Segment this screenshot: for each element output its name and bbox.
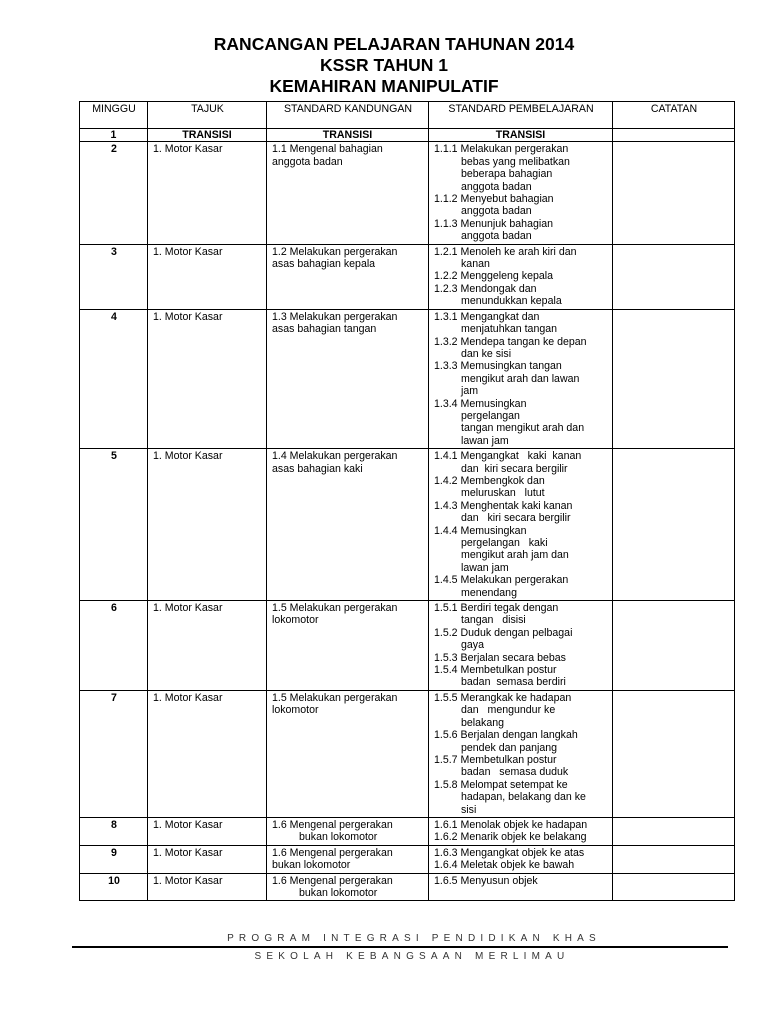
week-number: 8 (80, 817, 148, 845)
learning-standard-text: hadapan, belakang dan ke (461, 791, 586, 804)
learning-standard-item (434, 729, 608, 754)
learning-standard-item (434, 664, 608, 689)
table-row (80, 244, 735, 309)
learning-standard-item (434, 283, 608, 308)
learning-standard-item (434, 602, 608, 627)
table-row (80, 309, 735, 448)
learning-standard-text: Menyebut bahagian (460, 193, 554, 206)
learning-standard-cell (429, 142, 613, 244)
topic-cell: 1. Motor Kasar (148, 309, 267, 448)
learning-standard-code: 1.5.2 (434, 626, 458, 639)
topic-cell: 1. Motor Kasar (148, 845, 267, 873)
notes-cell (613, 142, 735, 244)
learning-standard-item (434, 246, 608, 271)
learning-standard-text: Menoleh ke arah kiri dan (460, 245, 577, 258)
learning-standard-item (434, 692, 608, 729)
learning-standard-item (434, 450, 608, 475)
learning-standard-item (434, 831, 608, 843)
learning-standard-text: pendek dan panjang (461, 741, 558, 754)
learning-standard-text: mengikut arah jam dan (461, 549, 569, 562)
content-standard-line: anggota badan (272, 155, 343, 168)
week-number: 6 (80, 601, 148, 691)
footer-program: PROGRAM INTEGRASI PENDIDIKAN KHAS (227, 933, 601, 944)
learning-standard-text: meluruskan lutut (461, 487, 545, 500)
learning-standard-text: Mendepa tangan ke depan (460, 335, 587, 348)
learning-standard-text: badan semasa berdiri (461, 676, 566, 689)
learning-standard-item (434, 270, 608, 282)
learning-standard-item (434, 574, 608, 599)
topic-cell: 1. Motor Kasar (148, 601, 267, 691)
learning-standard-code: 1.3.4 (434, 397, 458, 410)
learning-standard-code: 1.3.2 (434, 335, 458, 348)
learning-standard-code: 1.4.2 (434, 474, 458, 487)
learning-standard-item (434, 193, 608, 218)
learning-standard-text: kanan (461, 258, 490, 271)
header-tajuk: TAJUK (148, 102, 267, 129)
learning-standard-text: Mendongak dan (460, 282, 537, 295)
learning-standard-code: 1.3.1 (434, 310, 458, 323)
transition-sk: TRANSISI (267, 129, 429, 142)
learning-standard-text: Berdiri tegak dengan (460, 602, 559, 615)
content-standard-cell (267, 845, 429, 873)
learning-standard-code: 1.2.3 (434, 282, 458, 295)
learning-standard-text: lawan jam (461, 561, 509, 574)
transition-sp: TRANSISI (429, 129, 613, 142)
learning-standard-text: Duduk dengan pelbagai (460, 626, 573, 639)
topic-cell: 1. Motor Kasar (148, 449, 267, 601)
content-standard-line: 1.1 Mengenal bahagian (272, 143, 383, 156)
content-standard-cell (267, 690, 429, 817)
learning-standard-text: Mengangkat dan (460, 310, 540, 323)
learning-standard-cell (429, 845, 613, 873)
learning-standard-text: Berjalan dengan langkah (460, 729, 578, 742)
content-standard-cell (267, 244, 429, 309)
footer-school: SEKOLAH KEBANGSAAN MERLIMAU (254, 951, 570, 962)
document-title-block (0, 34, 768, 97)
learning-standard-code: 1.6.1 (434, 818, 458, 831)
table-row (80, 601, 735, 691)
content-standard-line: 1.2 Melakukan pergerakan (272, 245, 398, 258)
content-standard-cell (267, 142, 429, 244)
learning-standard-code: 1.5.8 (434, 778, 458, 791)
topic-cell: 1. Motor Kasar (148, 817, 267, 845)
learning-standard-code: 1.3.3 (434, 360, 458, 373)
header-catatan: CATATAN (613, 102, 735, 129)
learning-standard-code: 1.1.1 (434, 143, 458, 156)
learning-standard-code: 1.6.4 (434, 859, 458, 872)
learning-standard-text: Merangkak ke hadapan (460, 691, 572, 704)
learning-standard-text: pergelangan (461, 409, 520, 422)
notes-cell (613, 817, 735, 845)
week-number: 9 (80, 845, 148, 873)
content-standard-line: 1.4 Melakukan pergerakan (272, 450, 398, 463)
learning-standard-code: 1.1.2 (434, 193, 458, 206)
learning-standard-item (434, 336, 608, 361)
content-standard-cell (267, 873, 429, 901)
learning-standard-text: Membetulkan postur (460, 753, 557, 766)
content-standard-line: 1.3 Melakukan pergerakan (272, 310, 398, 323)
content-standard-cell (267, 601, 429, 691)
learning-standard-text: Menghentak kaki kanan (460, 499, 573, 512)
document-subject: KEMAHIRAN MANIPULATIF (269, 76, 499, 96)
table-header-row (80, 102, 735, 129)
header-standard-kandungan: STANDARD KANDUNGAN (267, 102, 429, 129)
learning-standard-text: belakang (461, 716, 505, 729)
notes-cell (613, 690, 735, 817)
learning-standard-code: 1.5.7 (434, 753, 458, 766)
learning-standard-item (434, 525, 608, 575)
learning-standard-cell (429, 873, 613, 901)
learning-standard-text: Melompat setempat ke (460, 778, 568, 791)
content-standard-cell (267, 449, 429, 601)
content-standard-line: 1.6 Mengenal pergerakan (272, 818, 393, 831)
content-standard-line: bukan lokomotor (299, 831, 378, 844)
learning-standard-text: Berjalan secara bebas (460, 651, 566, 664)
learning-standard-text: Menggeleng kepala (460, 270, 553, 283)
header-minggu: MINGGU (80, 102, 148, 129)
topic-cell: 1. Motor Kasar (148, 142, 267, 244)
learning-standard-text: bebas yang melibatkan (461, 155, 570, 168)
notes-cell (613, 244, 735, 309)
learning-standard-item (434, 398, 608, 448)
learning-standard-text: dan ke sisi (461, 347, 512, 360)
learning-standard-text: Meletak objek ke bawah (460, 859, 575, 872)
header-standard-pembelajaran: STANDARD PEMBELAJARAN (429, 102, 613, 129)
learning-standard-code: 1.5.1 (434, 602, 458, 615)
learning-standard-code: 1.2.1 (434, 245, 458, 258)
learning-standard-text: dan mengundur ke (461, 704, 556, 717)
topic-cell: 1. Motor Kasar (148, 873, 267, 901)
table-row (80, 873, 735, 901)
week-number: 2 (80, 142, 148, 244)
learning-standard-text: dan kiri secara bergilir (461, 462, 568, 475)
transition-tajuk: TRANSISI (148, 129, 267, 142)
notes-cell (613, 601, 735, 691)
learning-standard-cell (429, 449, 613, 601)
learning-standard-cell (429, 817, 613, 845)
week-number: 10 (80, 873, 148, 901)
learning-standard-code: 1.5.3 (434, 651, 458, 664)
week-number: 5 (80, 449, 148, 601)
learning-standard-text: Menarik objek ke belakang (460, 831, 587, 844)
learning-standard-code: 1.4.1 (434, 450, 458, 463)
learning-standard-text: gaya (461, 639, 484, 652)
transition-catatan (613, 129, 735, 142)
learning-standard-item (434, 475, 608, 500)
learning-standard-text: menjatuhkan tangan (461, 323, 558, 336)
learning-standard-text: menundukkan kepala (461, 295, 562, 308)
learning-standard-text: Memusingkan (460, 397, 527, 410)
learning-standard-item (434, 500, 608, 525)
learning-standard-code: 1.5.4 (434, 664, 458, 677)
table-row (80, 449, 735, 601)
learning-standard-code: 1.4.5 (434, 574, 458, 587)
learning-standard-code: 1.6.3 (434, 846, 458, 859)
week-number: 3 (80, 244, 148, 309)
learning-standard-text: Memusingkan tangan (460, 360, 562, 373)
learning-standard-item (434, 360, 608, 397)
topic-cell: 1. Motor Kasar (148, 244, 267, 309)
content-standard-line: lokomotor (272, 704, 319, 717)
learning-standard-item (434, 311, 608, 336)
table-row (80, 690, 735, 817)
content-standard-line: asas bahagian kepala (272, 258, 376, 271)
table-row (80, 845, 735, 873)
notes-cell (613, 449, 735, 601)
learning-standard-code: 1.6.5 (434, 874, 458, 887)
learning-standard-cell (429, 244, 613, 309)
learning-standard-text: Melakukan pergerakan (460, 143, 569, 156)
learning-standard-text: sisi (461, 803, 477, 816)
document-subtitle: KSSR TAHUN 1 (319, 55, 449, 75)
learning-standard-text: beberapa bahagian (461, 168, 553, 181)
transition-minggu: 1 (80, 129, 148, 142)
learning-standard-text: Mengangkat objek ke atas (460, 846, 585, 859)
content-standard-line: asas bahagian tangan (272, 323, 377, 336)
learning-standard-code: 1.5.5 (434, 691, 458, 704)
learning-standard-item (434, 875, 608, 887)
learning-standard-text: Mengangkat kaki kanan (460, 450, 582, 463)
content-standard-line: 1.5 Melakukan pergerakan (272, 691, 398, 704)
content-standard-cell (267, 817, 429, 845)
content-standard-line: bukan lokomotor (272, 859, 351, 872)
learning-standard-text: Membengkok dan (460, 474, 545, 487)
learning-standard-item (434, 143, 608, 193)
learning-standard-item (434, 859, 608, 871)
learning-standard-code: 1.1.3 (434, 217, 458, 230)
learning-standard-text: Menolak objek ke hadapan (460, 818, 588, 831)
learning-standard-cell (429, 601, 613, 691)
learning-standard-item (434, 627, 608, 652)
learning-standard-cell (429, 309, 613, 448)
learning-standard-text: anggota badan (461, 180, 532, 193)
content-standard-line: asas bahagian kaki (272, 462, 363, 475)
content-standard-cell (267, 309, 429, 448)
learning-standard-text: jam (461, 385, 479, 398)
learning-standard-code: 1.2.2 (434, 270, 458, 283)
content-standard-line: bukan lokomotor (299, 886, 378, 899)
learning-standard-code: 1.4.3 (434, 499, 458, 512)
topic-cell: 1. Motor Kasar (148, 690, 267, 817)
lesson-plan-table (79, 101, 735, 901)
learning-standard-text: anggota badan (461, 205, 532, 218)
notes-cell (613, 845, 735, 873)
content-standard-line: 1.5 Melakukan pergerakan (272, 602, 398, 615)
learning-standard-text: tangan mengikut arah dan (461, 422, 585, 435)
learning-standard-text: lawan jam (461, 434, 509, 447)
learning-standard-text: mengikut arah dan lawan (461, 372, 580, 385)
learning-standard-item (434, 754, 608, 779)
learning-standard-item (434, 819, 608, 831)
learning-standard-item (434, 847, 608, 859)
notes-cell (613, 873, 735, 901)
learning-standard-text: dan kiri secara bergilir (461, 512, 571, 525)
learning-standard-code: 1.6.2 (434, 831, 458, 844)
learning-standard-item (434, 779, 608, 816)
content-standard-line: 1.6 Mengenal pergerakan (272, 846, 393, 859)
learning-standard-text: tangan disisi (461, 614, 526, 627)
footer-divider (72, 946, 728, 948)
learning-standard-item (434, 218, 608, 243)
learning-standard-cell (429, 690, 613, 817)
learning-standard-text: Melakukan pergerakan (460, 574, 569, 587)
learning-standard-text: anggota badan (461, 230, 532, 243)
table-row (80, 817, 735, 845)
transition-row (80, 129, 735, 142)
content-standard-line: lokomotor (272, 614, 319, 627)
table-row (80, 142, 735, 244)
learning-standard-text: badan semasa duduk (461, 766, 569, 779)
learning-standard-text: Menunjuk bahagian (460, 217, 553, 230)
learning-standard-text: pergelangan kaki (461, 537, 548, 549)
week-number: 4 (80, 309, 148, 448)
learning-standard-text: Memusingkan (460, 524, 527, 537)
week-number: 7 (80, 690, 148, 817)
learning-standard-text: Membetulkan postur (460, 664, 557, 677)
content-standard-line: 1.6 Mengenal pergerakan (272, 874, 393, 887)
learning-standard-code: 1.5.6 (434, 729, 458, 742)
learning-standard-code: 1.4.4 (434, 524, 458, 537)
document-title: RANCANGAN PELAJARAN TAHUNAN 2014 (213, 34, 575, 54)
learning-standard-text: Menyusun objek (460, 874, 538, 887)
learning-standard-item (434, 652, 608, 664)
learning-standard-text: menendang (461, 586, 517, 599)
notes-cell (613, 309, 735, 448)
